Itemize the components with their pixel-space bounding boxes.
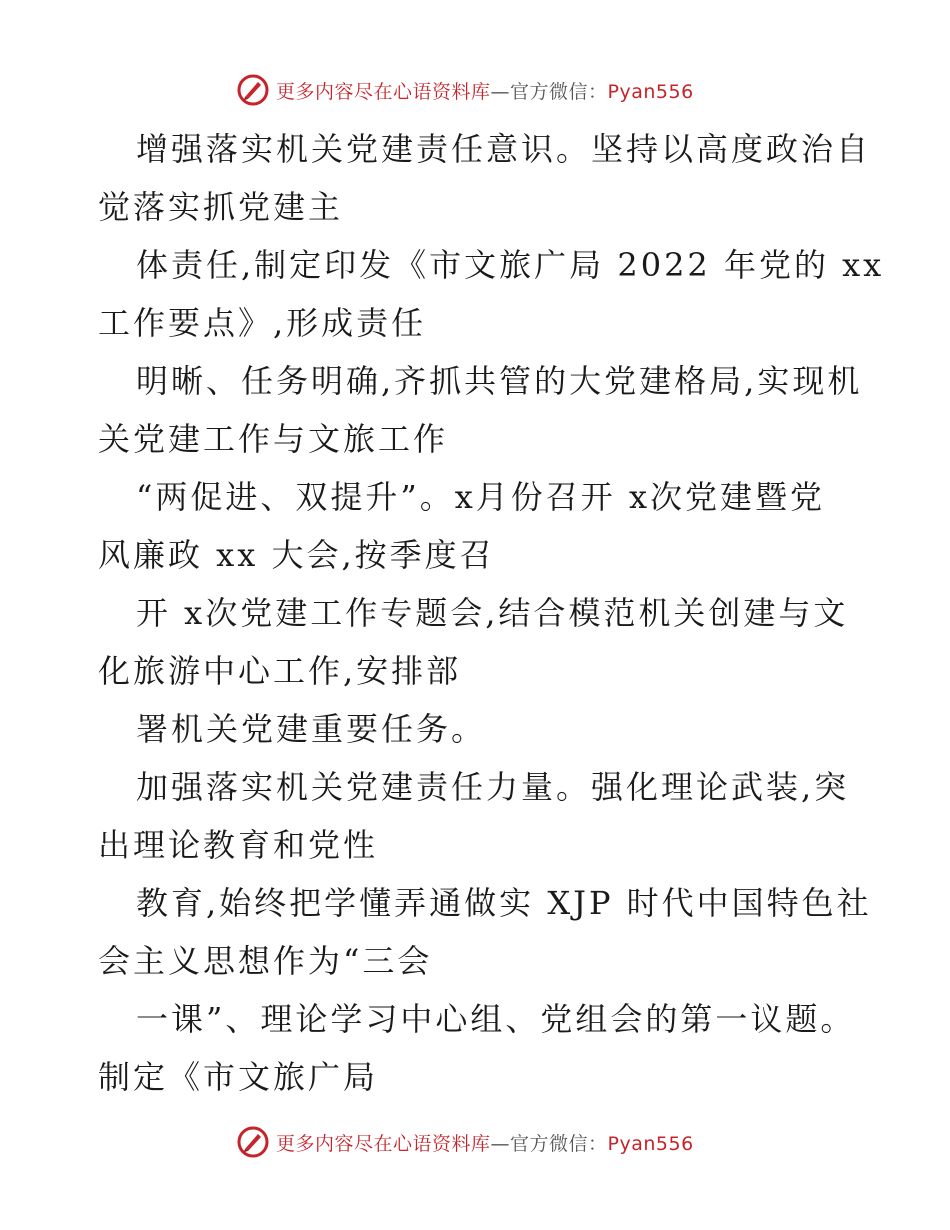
- text-line: 开 x次党建工作专题会,结合模范机关创建与文: [136, 594, 849, 632]
- text-line: 署机关党建重要任务。: [136, 710, 487, 748]
- quill-logo-icon: [236, 73, 270, 107]
- quill-logo-icon: [236, 1125, 270, 1159]
- text-line: 加强落实机关党建责任力量。强化理论武装,突: [136, 768, 850, 806]
- text-line: 关党建工作与文旅工作: [98, 420, 449, 458]
- banner-handle: Pyan556: [607, 1132, 694, 1155]
- document-body: [98, 120, 885, 1106]
- text-line: 明晰、任务明确,齐抓共管的大党建格局,实现机: [136, 362, 863, 400]
- text-line: 工作要点》,形成责任: [98, 304, 427, 342]
- banner-contact-label: 官方微信：: [510, 80, 608, 103]
- banner-contact-label: 官方微信：: [510, 1132, 608, 1155]
- text-line: 一课”、理论学习中心组、党组会的第一议题。: [136, 1000, 856, 1038]
- banner-separator: —: [490, 1132, 511, 1155]
- text-line: 出理论教育和党性: [98, 826, 379, 864]
- text-line: 增强落实机关党建责任意识。坚持以高度政治自: [136, 130, 872, 168]
- text-line: 体责任,制定印发《市文旅广局 2022 年党的 xx: [136, 246, 885, 284]
- text-line: 会主义思想作为“三会: [98, 942, 433, 980]
- text-line: 制定《市文旅广局: [98, 1058, 379, 1096]
- text-line: 风廉政 xx 大会,按季度召: [98, 536, 495, 574]
- banner-slogan: 更多内容尽在心语资料库: [276, 1132, 491, 1155]
- banner-text: [276, 77, 694, 104]
- banner-separator: —: [490, 80, 511, 103]
- banner-text: [276, 1129, 694, 1156]
- footer-banner: [236, 1124, 694, 1160]
- banner-handle: Pyan556: [607, 80, 694, 103]
- text-line: 觉落实抓党建主: [98, 188, 344, 226]
- banner-slogan: 更多内容尽在心语资料库: [276, 80, 491, 103]
- text-line: 教育,始终把学懂弄通做实 XJP 时代中国特色社: [136, 884, 872, 922]
- header-banner: [236, 72, 694, 108]
- text-line: 化旅游中心工作,安排部: [98, 652, 462, 690]
- text-line: “两促进、双提升”。x月份召开 x次党建暨党: [136, 478, 825, 516]
